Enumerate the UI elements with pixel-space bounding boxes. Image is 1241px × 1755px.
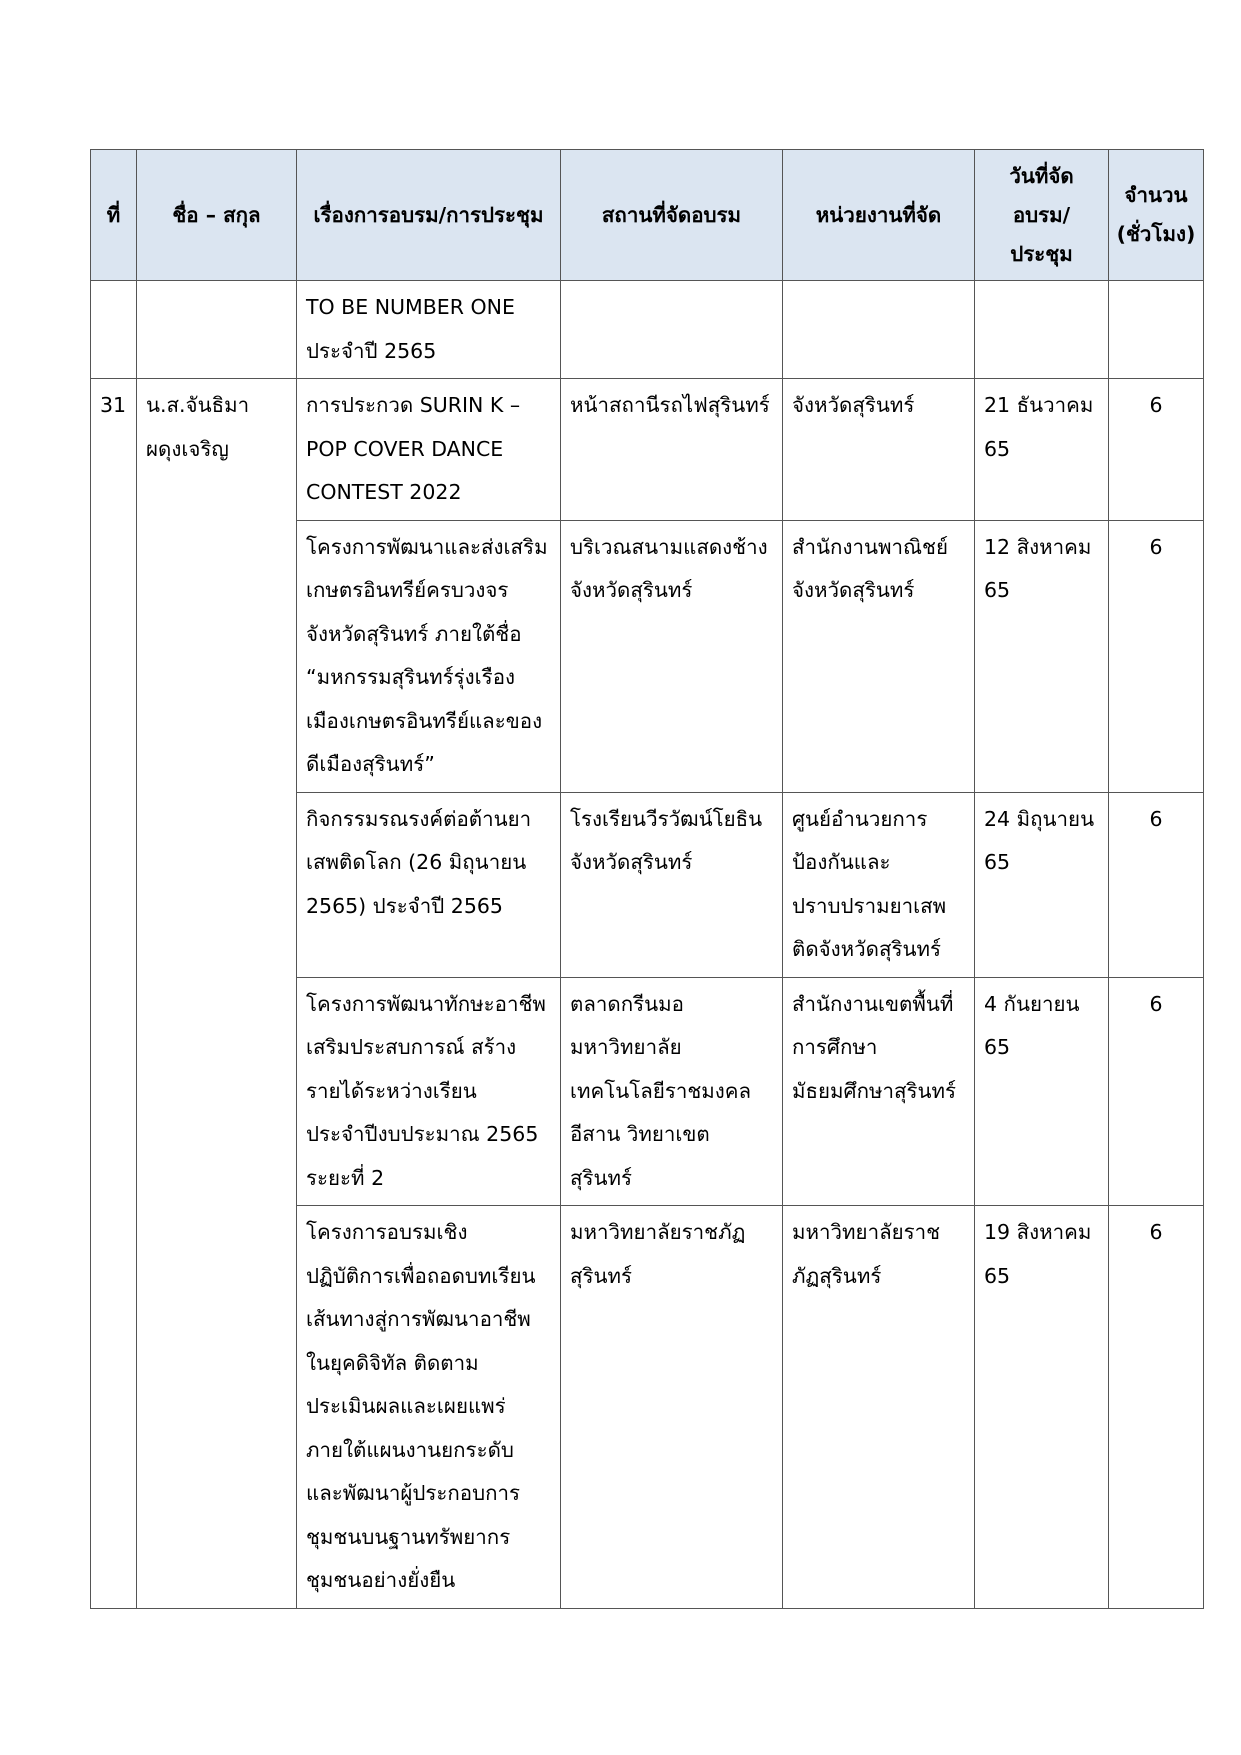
cell-date bbox=[975, 1206, 1109, 1609]
cell-topic bbox=[297, 792, 561, 977]
table-header-row bbox=[91, 150, 1204, 281]
cell-line: อีสาน วิทยาเขต bbox=[570, 1122, 710, 1146]
cell-line: 12 สิงหาคม bbox=[984, 534, 1092, 559]
cell-hours: 6 bbox=[1109, 1206, 1204, 1609]
cell-line: 65 bbox=[984, 1263, 1011, 1288]
cell-line: ประจำปี 2565 bbox=[306, 338, 437, 363]
header-hours-line: จำนวน bbox=[1124, 183, 1188, 207]
cell-line: 2565) ประจำปี 2565 bbox=[306, 893, 503, 918]
cell-organizer bbox=[783, 977, 975, 1206]
table-row bbox=[91, 281, 1204, 379]
cell-topic bbox=[297, 977, 561, 1206]
cell-line: มหาวิทยาลัยราชภัฏ bbox=[570, 1220, 746, 1244]
cell-line: 65 bbox=[984, 578, 1011, 602]
cell-line: โครงการพัฒนาทักษะอาชีพ bbox=[306, 991, 546, 1016]
cell-line: ปราบปรามยาเสพ bbox=[792, 893, 947, 918]
cell-line: 24 มิถุนายน bbox=[984, 806, 1095, 831]
cell-name bbox=[137, 379, 297, 1609]
cell-line: กิจกรรมรณรงค์ต่อต้านยา bbox=[306, 806, 532, 831]
cell-venue bbox=[561, 1206, 783, 1609]
cell-organizer bbox=[783, 1206, 975, 1609]
cell-line: เทคโนโลยีราชมงคล bbox=[570, 1078, 752, 1103]
cell-hours: 6 bbox=[1109, 792, 1204, 977]
cell-line: สำนักงานพาณิชย์ bbox=[792, 534, 948, 559]
cell-date bbox=[975, 281, 1109, 379]
header-date-line: วันที่จัด bbox=[1009, 163, 1074, 188]
cell-date bbox=[975, 379, 1109, 521]
header-organizer: หน่วยงานที่จัด bbox=[783, 150, 975, 281]
header-no: ที่ bbox=[91, 150, 137, 281]
cell-line: ประเมินผลและเผยแพร่ bbox=[306, 1394, 506, 1418]
header-date-line: ประชุม bbox=[1010, 241, 1073, 266]
training-records-table bbox=[90, 149, 1204, 1609]
cell-line: เสพติดโลก (26 มิถุนายน bbox=[306, 850, 527, 874]
header-date-line: อบรม/ bbox=[1012, 202, 1071, 227]
cell-line: จังหวัดสุรินทร์ bbox=[792, 393, 915, 417]
cell-no: 31 bbox=[91, 379, 137, 1609]
cell-topic bbox=[297, 520, 561, 792]
cell-line: ชุมชนบนฐานทรัพยากร bbox=[306, 1524, 511, 1549]
cell-organizer bbox=[783, 792, 975, 977]
cell-line: มหาวิทยาลัยราช bbox=[792, 1220, 941, 1244]
cell-line: TO BE NUMBER ONE bbox=[306, 295, 515, 319]
cell-line: จังหวัดสุรินทร์ ภายใต้ชื่อ bbox=[306, 621, 522, 646]
cell-venue bbox=[561, 520, 783, 792]
cell-venue bbox=[561, 792, 783, 977]
header-venue: สถานที่จัดอบรม bbox=[561, 150, 783, 281]
cell-line: หน้าสถานีรถไฟสุรินทร์ bbox=[570, 393, 770, 417]
cell-line: 21 ธันวาคม bbox=[984, 393, 1094, 417]
cell-date bbox=[975, 520, 1109, 792]
header-date bbox=[975, 150, 1109, 281]
cell-line: โรงเรียนวีรวัฒน์โยธิน bbox=[570, 806, 763, 831]
cell-line: การศึกษา bbox=[792, 1035, 878, 1059]
cell-line: เสริมประสบการณ์ สร้าง bbox=[306, 1035, 517, 1059]
cell-line: รายได้ระหว่างเรียน bbox=[306, 1078, 477, 1103]
cell-name bbox=[137, 281, 297, 379]
cell-line: เส้นทางสู่การพัฒนาอาชีพ bbox=[306, 1307, 531, 1331]
cell-line: บริเวณสนามแสดงช้าง bbox=[570, 534, 768, 559]
cell-line: ศูนย์อำนวยการ bbox=[792, 806, 928, 831]
cell-line: 65 bbox=[984, 436, 1011, 461]
cell-line: ภัฏสุรินทร์ bbox=[792, 1263, 882, 1288]
cell-hours: 6 bbox=[1109, 520, 1204, 792]
cell-line: 65 bbox=[984, 1035, 1011, 1059]
cell-line: “มหกรรมสุรินทร์รุ่งเรือง bbox=[306, 665, 516, 689]
cell-date bbox=[975, 977, 1109, 1206]
cell-topic bbox=[297, 379, 561, 521]
cell-line: จังหวัดสุรินทร์ bbox=[570, 850, 693, 874]
cell-venue bbox=[561, 281, 783, 379]
cell-line: มหาวิทยาลัย bbox=[570, 1035, 682, 1059]
cell-organizer bbox=[783, 281, 975, 379]
cell-line: ติดจังหวัดสุรินทร์ bbox=[792, 937, 942, 961]
header-hours bbox=[1109, 150, 1204, 281]
cell-line: สุรินทร์ bbox=[570, 1263, 633, 1288]
cell-line: 65 bbox=[984, 850, 1011, 874]
cell-line: ผดุงเจริญ bbox=[146, 436, 229, 461]
cell-line: สุรินทร์ bbox=[570, 1165, 633, 1190]
cell-line: ดีเมืองสุรินทร์” bbox=[306, 752, 435, 776]
header-hours-line: (ชั่วโมง) bbox=[1116, 222, 1196, 246]
cell-line: การประกวด SURIN K – bbox=[306, 393, 521, 417]
cell-hours bbox=[1109, 281, 1204, 379]
cell-organizer bbox=[783, 379, 975, 521]
cell-line: เกษตรอินทรีย์ครบวงจร bbox=[306, 578, 509, 602]
cell-date bbox=[975, 792, 1109, 977]
cell-line: POP COVER DANCE bbox=[306, 436, 504, 461]
cell-line: ป้องกันและ bbox=[792, 850, 891, 874]
cell-line: 19 สิงหาคม bbox=[984, 1220, 1092, 1244]
cell-venue bbox=[561, 977, 783, 1206]
cell-line: ปฏิบัติการเพื่อถอดบทเรียน bbox=[306, 1263, 536, 1288]
cell-topic bbox=[297, 1206, 561, 1609]
header-topic: เรื่องการอบรม/การประชุม bbox=[297, 150, 561, 281]
header-name: ชื่อ – สกุล bbox=[137, 150, 297, 281]
cell-line: CONTEST 2022 bbox=[306, 480, 462, 504]
cell-line: และพัฒนาผู้ประกอบการ bbox=[306, 1481, 521, 1505]
cell-line: ชุมชนอย่างยั่งยืน bbox=[306, 1568, 456, 1592]
cell-line: มัธยมศึกษาสุรินทร์ bbox=[792, 1078, 957, 1103]
cell-line: ภายใต้แผนงานยกระดับ bbox=[306, 1437, 514, 1462]
cell-topic bbox=[297, 281, 561, 379]
table-row bbox=[91, 379, 1204, 521]
cell-line: ประจำปีงบประมาณ 2565 bbox=[306, 1122, 539, 1146]
cell-no bbox=[91, 281, 137, 379]
cell-line: จังหวัดสุรินทร์ bbox=[792, 578, 915, 602]
cell-line: ในยุคดิจิทัล ติดตาม bbox=[306, 1350, 479, 1375]
cell-line: 4 กันยายน bbox=[984, 991, 1080, 1016]
cell-line: โครงการอบรมเชิง bbox=[306, 1220, 468, 1244]
cell-venue bbox=[561, 379, 783, 521]
cell-hours: 6 bbox=[1109, 977, 1204, 1206]
cell-line: เมืองเกษตรอินทรีย์และของ bbox=[306, 708, 543, 733]
cell-line: สำนักงานเขตพื้นที่ bbox=[792, 991, 954, 1016]
cell-line: ตลาดกรีนมอ bbox=[570, 991, 684, 1016]
cell-line: จังหวัดสุรินทร์ bbox=[570, 578, 693, 602]
cell-line: โครงการพัฒนาและส่งเสริม bbox=[306, 534, 548, 559]
cell-line: ระยะที่ 2 bbox=[306, 1165, 385, 1190]
cell-hours: 6 bbox=[1109, 379, 1204, 521]
table-body bbox=[91, 281, 1204, 1609]
cell-organizer bbox=[783, 520, 975, 792]
cell-line: น.ส.จันธิมา bbox=[146, 393, 250, 417]
